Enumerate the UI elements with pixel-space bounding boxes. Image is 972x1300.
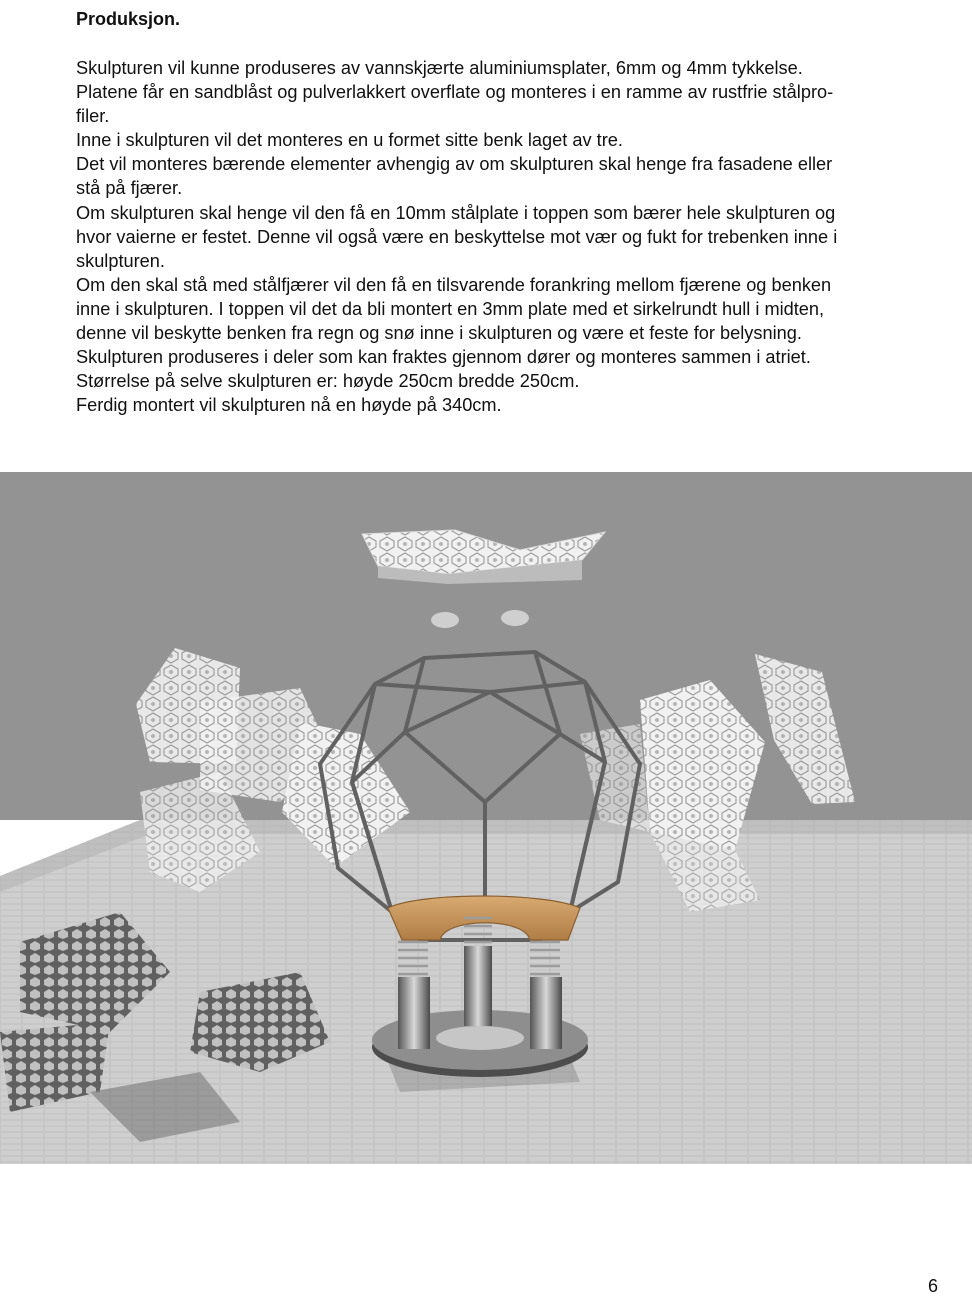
text-line: Inne i skulpturen vil det monteres en u formet sitte benk laget av tre.: [76, 130, 623, 151]
text-line: Om skulpturen skal henge vil den få en 10mm stålplate i toppen som bærer hele skulpturen og: [76, 202, 836, 223]
text-line: Skulpturen vil kunne produseres av vannskjærte aluminiumsplater, 6mm og 4mm tykkelse.: [76, 58, 803, 78]
sculpture-render-image: [0, 472, 972, 1164]
text-line: stå på fjærer.: [76, 178, 183, 199]
text-line: Platene får en sandblåst og pulverlakkert overflate og monteres i en ramme av rustfrie stålpro-: [76, 82, 834, 103]
text-line: Størrelse på selve skulpturen er: høyde 250cm bredde 250cm.: [76, 371, 580, 392]
text-line: hvor vaierne er festet. Denne vil også være en beskyttelse mot vær og fukt for trebenken inne i: [76, 226, 838, 247]
text-line: Skulpturen produseres i deler som kan fraktes gjennom dører og monteres sammen i atriet.: [76, 347, 811, 368]
text-line: inne i skulpturen. I toppen vil det da bli montert en 3mm plate med et sirkelrundt hull i midten,: [76, 298, 825, 319]
text-line: denne vil beskytte benken fra regn og snø inne i skulpturen og være et feste for belysning.: [76, 323, 802, 344]
text-line: filer.: [76, 106, 110, 127]
body-paragraph: [76, 56, 926, 417]
text-line: Ferdig montert vil skulpturen nå en høyde på 340cm.: [76, 395, 502, 416]
text-line: Om den skal stå med stålfjærer vil den få en tilsvarende forankring mellom fjærene og benken: [76, 274, 832, 295]
text-line: skulpturen.: [76, 250, 165, 271]
page-number: 6: [928, 1276, 939, 1296]
section-heading: Produksjon.: [76, 9, 181, 29]
text-line: Det vil monteres bærende elementer avhengig av om skulpturen skal henge fra fasadene eller: [76, 154, 833, 175]
